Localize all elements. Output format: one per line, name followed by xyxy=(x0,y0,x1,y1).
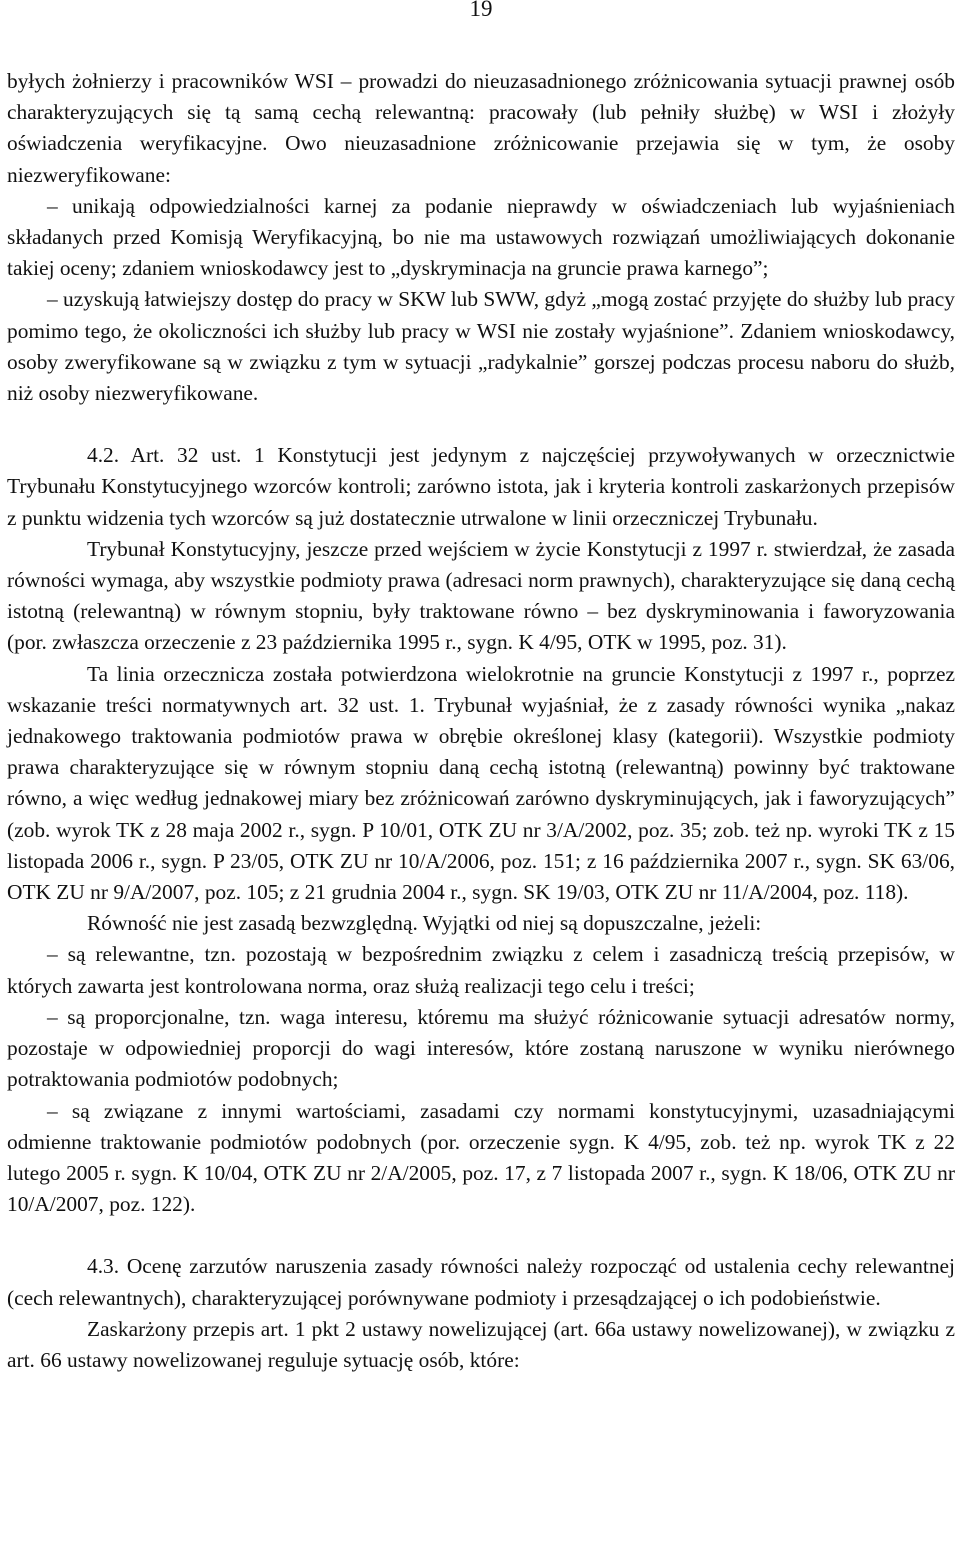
bullet-criminal-liability: – unikają odpowiedzialności karnej za podanie nieprawdy w oświadczeniach lub wyjaśnieniach składanych przed Komisją Weryfikacyjną, bo nie ma ustawowych rozwiązań umożliwiających dokonanie takiej oceny; zdaniem wnioskodawcy jest to „dyskryminacja na gruncie prawa karnego”; xyxy=(7,193,955,281)
spacer xyxy=(7,1220,955,1251)
paragraph-wsi-intro: byłych żołnierzy i pracowników WSI – prowadzi do nieuzasadnionego zróżnicowania sytuacji prawnej osób charakteryzujących się tą samą cechą relewantną: pracowały (lub pełniły służbę) w WSI i złożyły oświadczenia weryfikacyjne. Owo nieuzasadnione zróżnicowanie przejawia się w tym, że osoby niezweryfikowane: xyxy=(7,69,955,187)
spacer xyxy=(7,409,955,440)
bullet-proportional: – są proporcjonalne, tzn. waga interesu, któremu ma służyć różnicowanie sytuacji adresatów normy, pozostaje w odpowiedniej proporcji do wagi interesów, które zostaną naruszone w wyniku nierównego potraktowania podmiotów podobnych; xyxy=(7,1004,955,1092)
paragraph-equality-not-absolute: Równość nie jest zasadą bezwzględną. Wyjątki od niej są dopuszczalne, jeżeli: xyxy=(87,911,762,936)
bullet-easier-access: – uzyskują łatwiejszy dostęp do pracy w SKW lub SWW, gdyż „mogą zostać przyjęte do służby lub pracy pomimo tego, że okoliczności ich służby lub pracy w WSI nie zostały wyjaśnione”. Zdaniem wnioskodawcy, osoby zweryfikowane są w związku z tym w sytuacji „radykalnie” gorszej podczas procesu naboru do służb, niż osoby niezweryfikowane. xyxy=(7,287,955,406)
paragraph-4-3: 4.3. Ocenę zarzutów naruszenia zasady równości należy rozpocząć od ustalenia cechy relewantnej (cech relewantnych), charakteryzującej porównywane podmioty i przesądzającej o ich podobieństwie. xyxy=(7,1254,955,1310)
paragraph-challenged-provision: Zaskarżony przepis art. 1 pkt 2 ustawy nowelizującej (art. 66a ustawy nowelizowanej), w związku z art. 66 ustawy nowelizowanej reguluje sytuację osób, które: xyxy=(7,1316,955,1372)
page-number: 19 xyxy=(469,0,493,21)
bullet-other-values: – są związane z innymi wartościami, zasadami czy normami konstytucyjnymi, uzasadniającymi odmienne traktowanie podmiotów podobnych (por. orzeczenie sygn. K 4/95, zob. też np. wyrok TK z 22 lutego 2005 r. sygn. K 10/04, OTK ZU nr 2/A/2005, poz. 17, z 7 listopada 2007 r., sygn. K 18/06, OTK ZU nr 10/A/2007, poz. 122). xyxy=(7,1098,955,1217)
bullet-relevant: – są relewantne, tzn. pozostają w bezpośrednim związku z celem i zasadniczą treścią przepisów, w których zawarta jest kontrolowana norma, oraz służą realizacji tego celu i treści; xyxy=(7,942,955,998)
document-body xyxy=(7,66,955,1376)
paragraph-4-2: 4.2. Art. 32 ust. 1 Konstytucji jest jedynym z najczęściej przywoływanych w orzecznictwie Trybunału Konstytucyjnego wzorców kontroli; zarówno istota, jak i kryteria kontroli zaskarżonych przepisów z punktu widzenia tych wzorców są już dostatecznie utrwalone w linii orzeczniczej Trybunału. xyxy=(7,443,955,530)
paragraph-tribunal-1997: Trybunał Konstytucyjny, jeszcze przed wejściem w życie Konstytucji z 1997 r. stwierdzał, że zasada równości wymaga, aby wszystkie podmioty prawa (adresaci norm prawnych), charakteryzujące się daną cechą istotną (relewantną) w równym stopniu, były traktowane równo – bez dyskryminowania i faworyzowania (por. zwłaszcza orzeczenie z 23 października 1995 r., sygn. K 4/95, OTK w 1995, poz. 31). xyxy=(7,536,955,655)
paragraph-line-confirmed: Ta linia orzecznicza została potwierdzona wielokrotnie na gruncie Konstytucji z 1997 r., poprzez wskazanie treści normatywnych art. 32 ust. 1. Trybunał wyjaśniał, że z zasady równości wynika „nakaz jednakowego traktowania podmiotów prawa w obrębie określonej klasy (kategorii). Wszystkie podmioty prawa charakteryzujące się w równym stopniu daną cechą istotną (relewantną) powinny być traktowane równo, a więc według jednakowej miary bez zróżnicowań zarówno dyskryminujących, jak i faworyzujących” (zob. wyrok TK z 28 maja 2002 r., sygn. P 10/01, OTK ZU nr 3/A/2002, poz. 35; zob. też np. wyroki TK z 15 listopada 2006 r., sygn. P 23/05, OTK ZU nr 10/A/2006, poz. 151; z 16 października 2007 r., sygn. SK 63/06, OTK ZU nr 9/A/2007, poz. 105; z 21 grudnia 2004 r., sygn. SK 19/03, OTK ZU nr 11/A/2004, poz. 118). xyxy=(7,661,955,905)
